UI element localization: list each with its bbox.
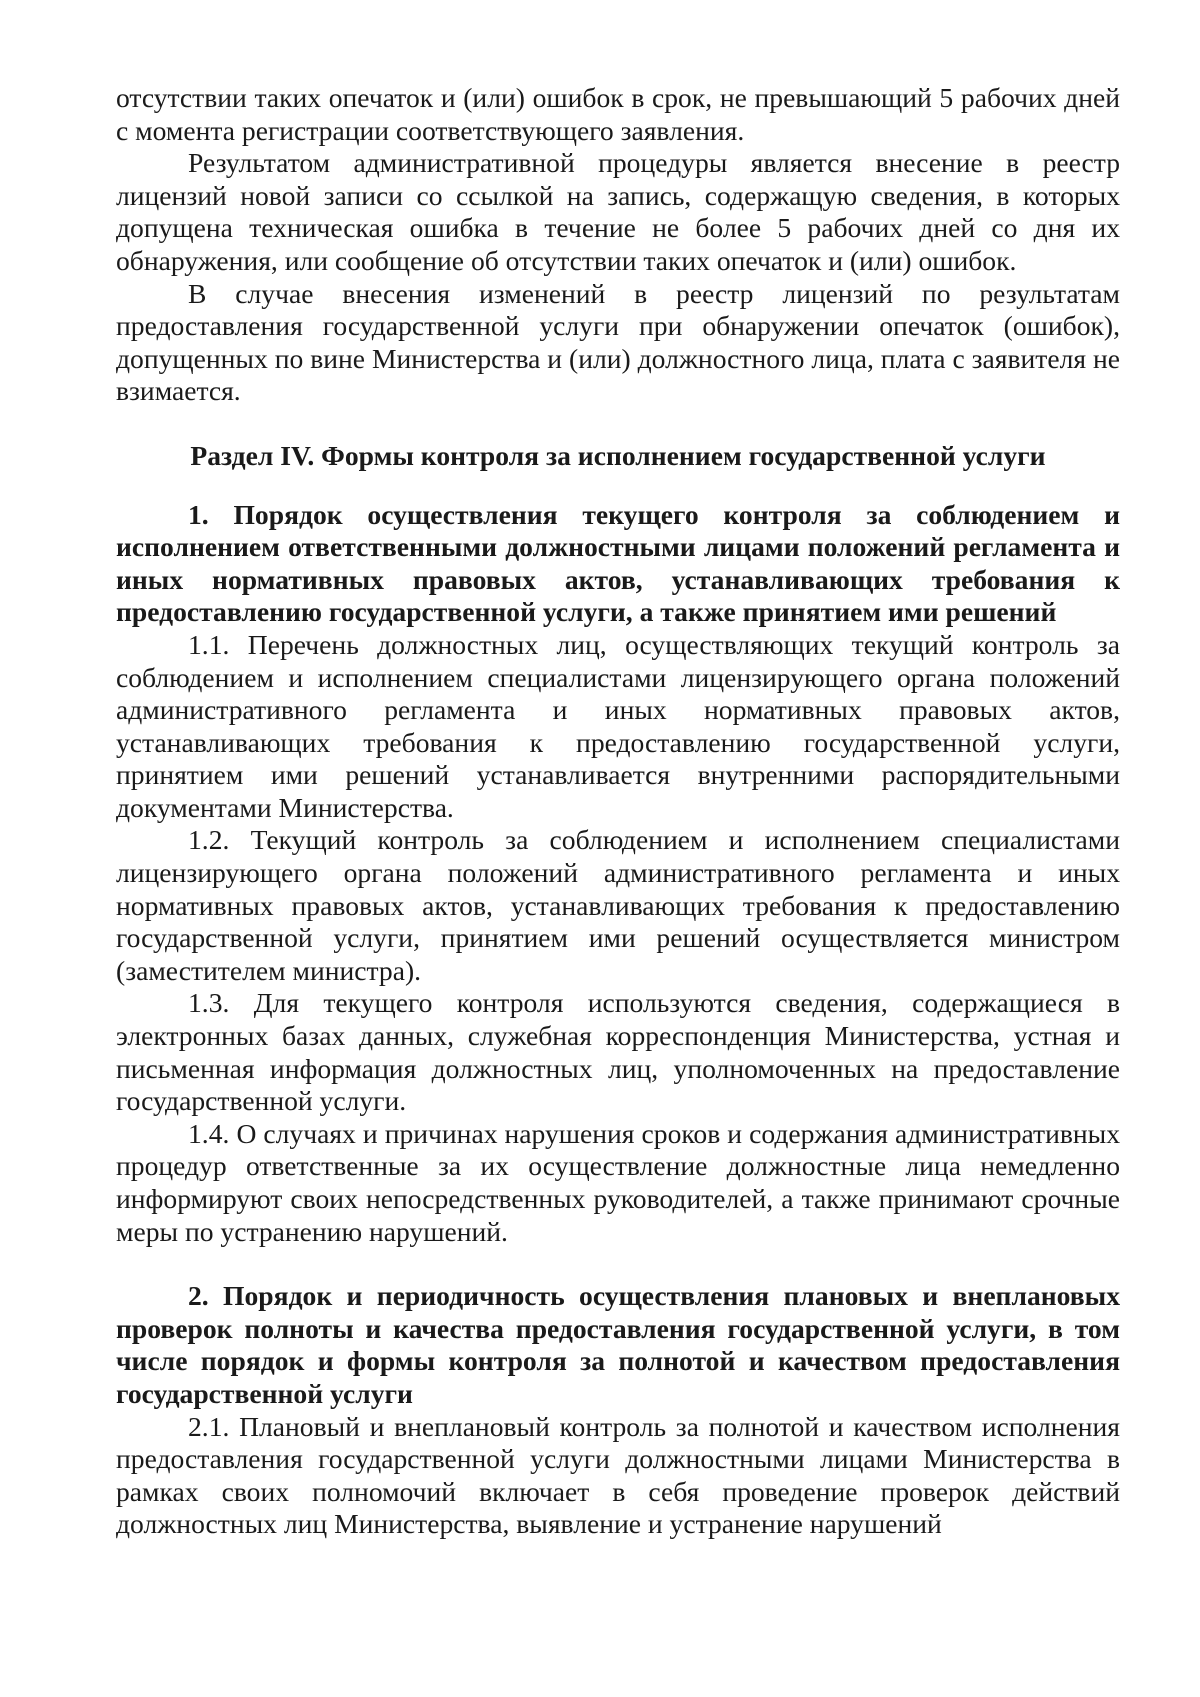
paragraph-result: Результатом административной процедуры является внесение в реестр лицензий новой записи со ссылкой на запись, содержащую сведения, в которых допущена техническая ошибка в течение не более 5 рабочих дней со дня их обнаружения, или сообщение об отсутствии таких опечаток и (или) ошибок. xyxy=(116,147,1120,276)
section-title: Раздел IV. Формы контроля за исполнением государственной услуги xyxy=(190,439,1046,471)
item-2-1: 2.1. Плановый и внеплановый контроль за полнотой и качеством исполнения предоставления государственной услуги должностными лицами Министерства в рамках своих полномочий включает в себя проведение проверок действий должностных лиц Министерства, выявление и устранение нарушений xyxy=(116,1410,1120,1540)
paragraph-continuation: отсутствии таких опечаток и (или) ошибок в срок, не превышающий 5 рабочих дней с момента регистрации соответствующего заявления. xyxy=(116,82,1120,146)
item-1-2: 1.2. Текущий контроль за соблюдением и исполнением специалистами лицензирующего органа положений административного регламента и иных нормативных правовых актов, устанавливающих требования к предоставлению государственной услуги, принятием ими решений осуществляется министром (заместителем министра). xyxy=(116,824,1120,986)
paragraph-fee: В случае внесения изменений в реестр лицензий по результатам предоставления государственной услуги при обнаружении опечаток (ошибок), допущенных по вине Министерства и (или) должностного лица, плата с заявителя не взимается. xyxy=(116,277,1120,407)
item-1-1: 1.1. Перечень должностных лиц, осуществляющих текущий контроль за соблюдением и исполнением специалистами лицензирующего органа положений административного регламента и иных нормативных правовых актов, устанавливающих требования к предоставлению государственной услуги, принятием ими решений устанавливается внутренними распорядительными документами Министерства. xyxy=(116,628,1120,823)
item-1-3: 1.3. Для текущего контроля используются сведения, содержащиеся в электронных базах данных, служебная корреспонденция Министерства, устная и письменная информация должностных лиц, уполномоченных на предоставление государственной услуги. xyxy=(116,987,1120,1117)
subsection-2-heading: 2. Порядок и периодичность осуществления плановых и внеплановых проверок полноты и качества предоставления государственной услуги, в том числе порядок и формы контроля за полнотой и качеством предоставления государственной услуги xyxy=(116,1280,1120,1409)
subsection-1-heading: 1. Порядок осуществления текущего контроля за соблюдением и исполнением ответственными должностными лицами положений регламента и иных нормативных правовых актов, устанавливающих требования к предоставлению государственной услуги, а также принятием ими решений xyxy=(116,498,1120,628)
item-1-4: 1.4. О случаях и причинах нарушения сроков и содержания административных процедур ответственные за их осуществление должностные лица немедленно информируют своих непосредственных руководителей, а также принимают срочные меры по устранению нарушений. xyxy=(116,1117,1120,1247)
spacer xyxy=(116,1248,1120,1280)
